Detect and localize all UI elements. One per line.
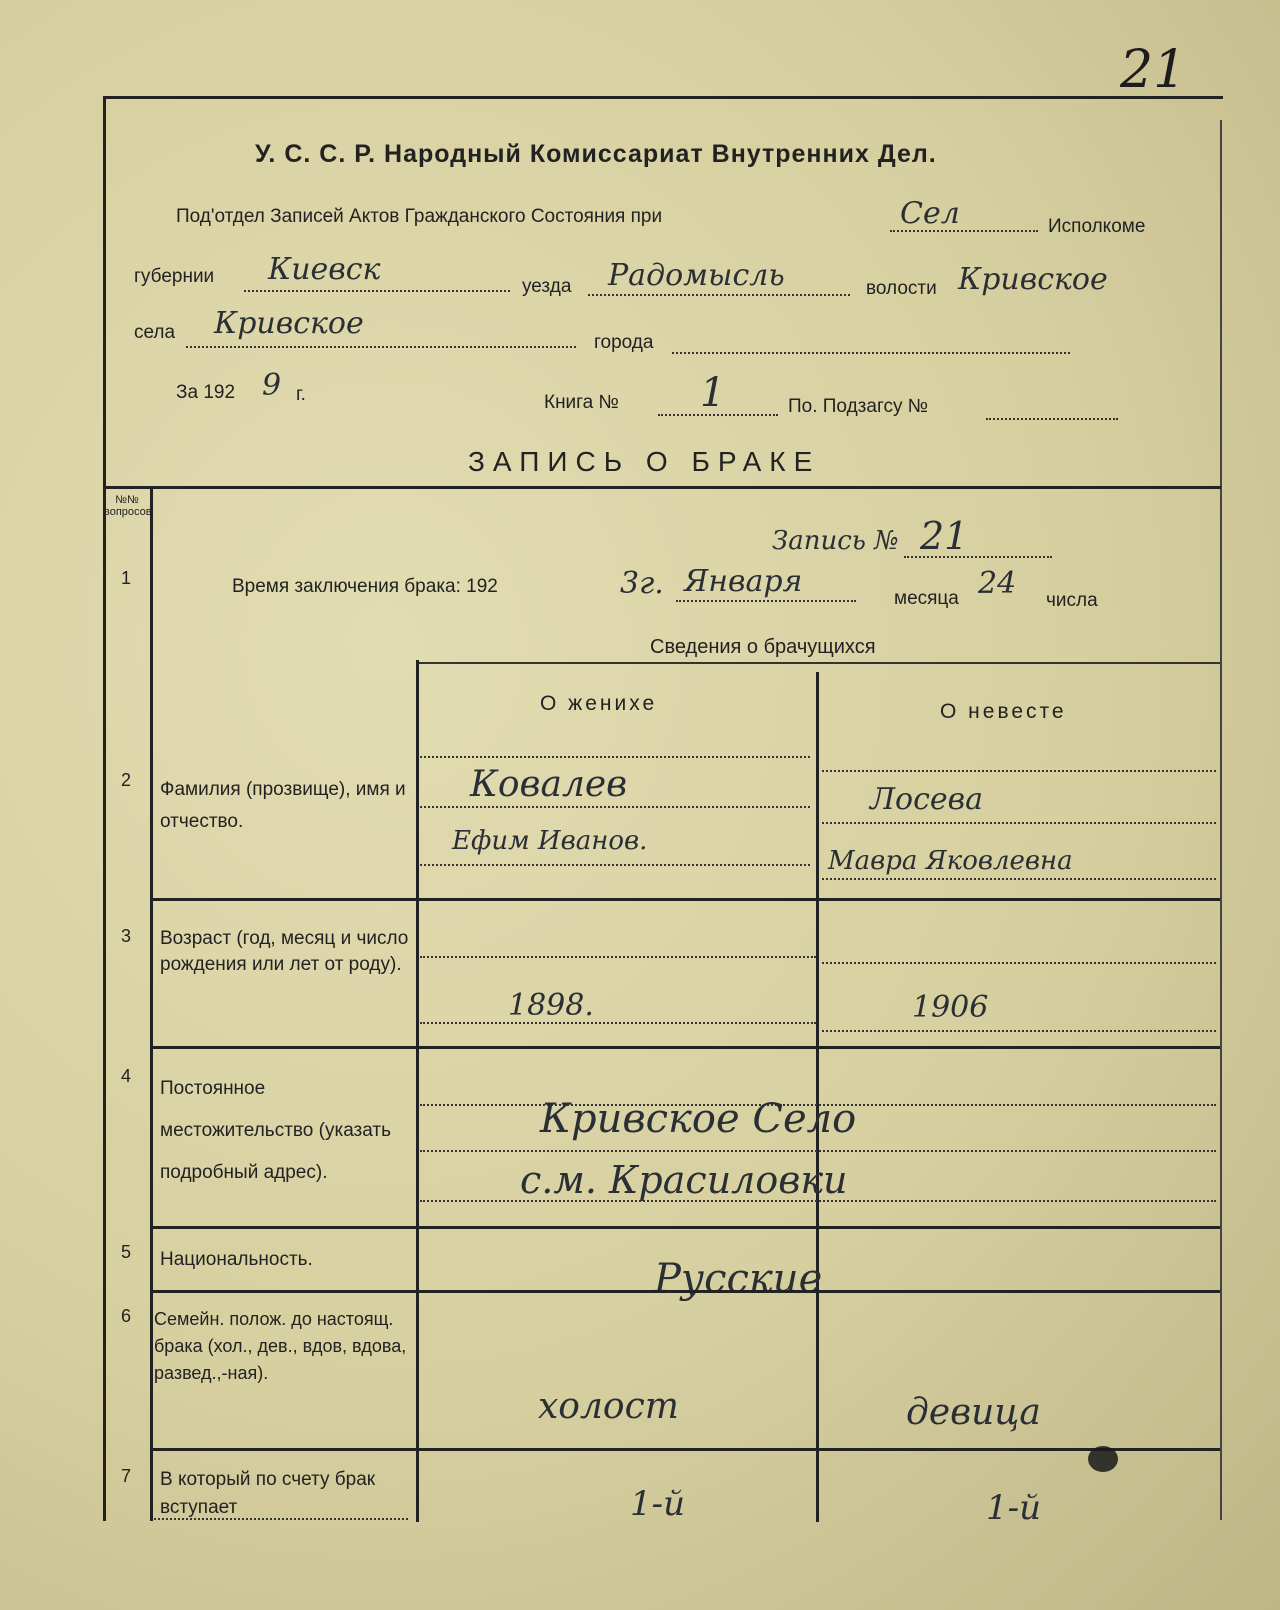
selo-line xyxy=(186,346,576,348)
selo-value: Кривское xyxy=(214,306,364,341)
bride-marriage-count: 1-й xyxy=(986,1488,1042,1528)
subdept-label: Под'отдел Записей Актов Гражданского Состояния при xyxy=(176,206,663,227)
q2-number: 2 xyxy=(120,770,131,790)
bride-marital-status: девица xyxy=(906,1392,1041,1433)
volost-value: Кривское xyxy=(958,262,1108,297)
gubernia-line xyxy=(244,290,510,292)
gubernia-value: Киевск xyxy=(268,252,381,287)
ispolkom-label: Исполкоме xyxy=(1048,216,1146,237)
q1-label: Время заключения брака: 192 xyxy=(232,576,498,597)
q5-number: 5 xyxy=(120,1242,131,1262)
q7-label: В который по счету брак вступает xyxy=(160,1469,376,1518)
record-value: 21 xyxy=(920,514,969,558)
ink-blot xyxy=(1088,1446,1118,1472)
q5-label: Национальность. xyxy=(160,1249,313,1270)
record-label: Запись № xyxy=(772,526,899,556)
row3-bottom xyxy=(150,1046,1220,1049)
uezd-label: уезда xyxy=(522,276,572,297)
year-suffix: г. xyxy=(296,384,306,405)
row2-line-b-groom xyxy=(420,864,810,866)
residence-line-1: Кривское Село xyxy=(540,1096,857,1142)
row2-bottom xyxy=(150,898,1220,901)
year-hand: 9 xyxy=(262,368,282,403)
q1-month-line xyxy=(676,600,856,602)
groom-surname: Ковалев xyxy=(470,764,628,805)
num-column-header: №№ вопросов xyxy=(104,494,152,518)
num-column-line xyxy=(150,486,153,1521)
volost-label: волости xyxy=(866,278,937,299)
row3-line-a-bride xyxy=(822,962,1216,964)
row3-line-b-bride xyxy=(822,1030,1216,1032)
residence-line-2: с.м. Красиловки xyxy=(520,1158,848,1202)
bride-header: О невесте xyxy=(940,700,1067,723)
year-prefix: За 192 xyxy=(176,382,236,403)
q1-year: 3г. xyxy=(620,566,664,601)
q1-day-label: числа xyxy=(1046,590,1098,611)
gorod-line xyxy=(672,352,1070,354)
row2-line-a-bride xyxy=(822,822,1216,824)
page-number: 21 xyxy=(1120,40,1187,100)
form-title: У. С. С. Р. Народный Комиссариат Внутренних Дел. xyxy=(255,140,937,168)
row6-bottom xyxy=(150,1448,1220,1451)
q1-month-label: месяца xyxy=(894,588,959,609)
q1-number: 1 xyxy=(120,568,131,588)
q7-number: 7 xyxy=(120,1466,131,1486)
q6-label: Семейн. полож. до настоящ. брака (хол., дев., вдов, вдова, развед.,-ная). xyxy=(154,1309,407,1383)
form-heading: ЗАПИСЬ О БРАКЕ xyxy=(468,446,821,477)
q4-number: 4 xyxy=(120,1066,131,1086)
book-label: Книга № xyxy=(544,392,619,413)
book-value: 1 xyxy=(700,370,726,416)
info-header: Сведения о брачущихся xyxy=(650,636,876,658)
q3-number: 3 xyxy=(120,926,131,946)
frame-right-border xyxy=(1220,120,1222,1520)
uezd-line xyxy=(588,294,850,296)
groom-header: О женихе xyxy=(540,692,658,715)
selo-label: села xyxy=(134,322,176,343)
row5-bottom xyxy=(150,1290,1220,1293)
subdept-value: Сел xyxy=(900,196,960,231)
bride-header-dotline xyxy=(822,770,1216,772)
groom-name: Ефим Иванов. xyxy=(452,826,648,856)
bride-birth-year: 1906 xyxy=(912,990,989,1025)
row4-line-c xyxy=(420,1200,1216,1202)
q1-day: 24 xyxy=(978,566,1017,601)
row4-line-b xyxy=(420,1150,1216,1152)
bride-surname: Лосева xyxy=(870,782,983,817)
bride-name: Мавра Яковлевна xyxy=(828,846,1073,876)
q6-number: 6 xyxy=(120,1306,131,1326)
groom-marriage-count: 1-й xyxy=(630,1484,686,1524)
nationality: Русские xyxy=(654,1256,823,1302)
subbook-label: По. Подзагсу № xyxy=(788,396,929,417)
groom-birth-year: 1898. xyxy=(508,988,594,1023)
q1-month: Января xyxy=(684,564,803,599)
q4-label: Постоянное местожительство (указать подробный адрес). xyxy=(160,1078,392,1183)
groom-header-dotline xyxy=(420,756,810,758)
row2-line-a-groom xyxy=(420,806,810,808)
row2-line-b-bride xyxy=(822,878,1216,880)
row3-line-b-groom xyxy=(420,1022,816,1024)
frame-top-border xyxy=(103,96,1223,99)
row3-line-a-groom xyxy=(420,956,816,958)
groom-marital-status: холост xyxy=(538,1386,679,1427)
label-column-line xyxy=(416,660,419,1522)
table-top-border xyxy=(103,486,1221,489)
info-header-line xyxy=(418,662,1220,664)
row4-bottom xyxy=(150,1226,1220,1229)
uezd-value: Радомысль xyxy=(608,258,785,293)
gubernia-label: губернии xyxy=(134,266,215,287)
subbook-line xyxy=(986,418,1118,420)
gorod-label: города xyxy=(594,332,654,353)
q3-label: Возраст (год, месяц и число рождения или лет от роду). xyxy=(160,928,409,975)
q2-label: Фамилия (прозвище), имя и отчество. xyxy=(160,779,406,832)
row7-bottom-line xyxy=(154,1518,408,1520)
